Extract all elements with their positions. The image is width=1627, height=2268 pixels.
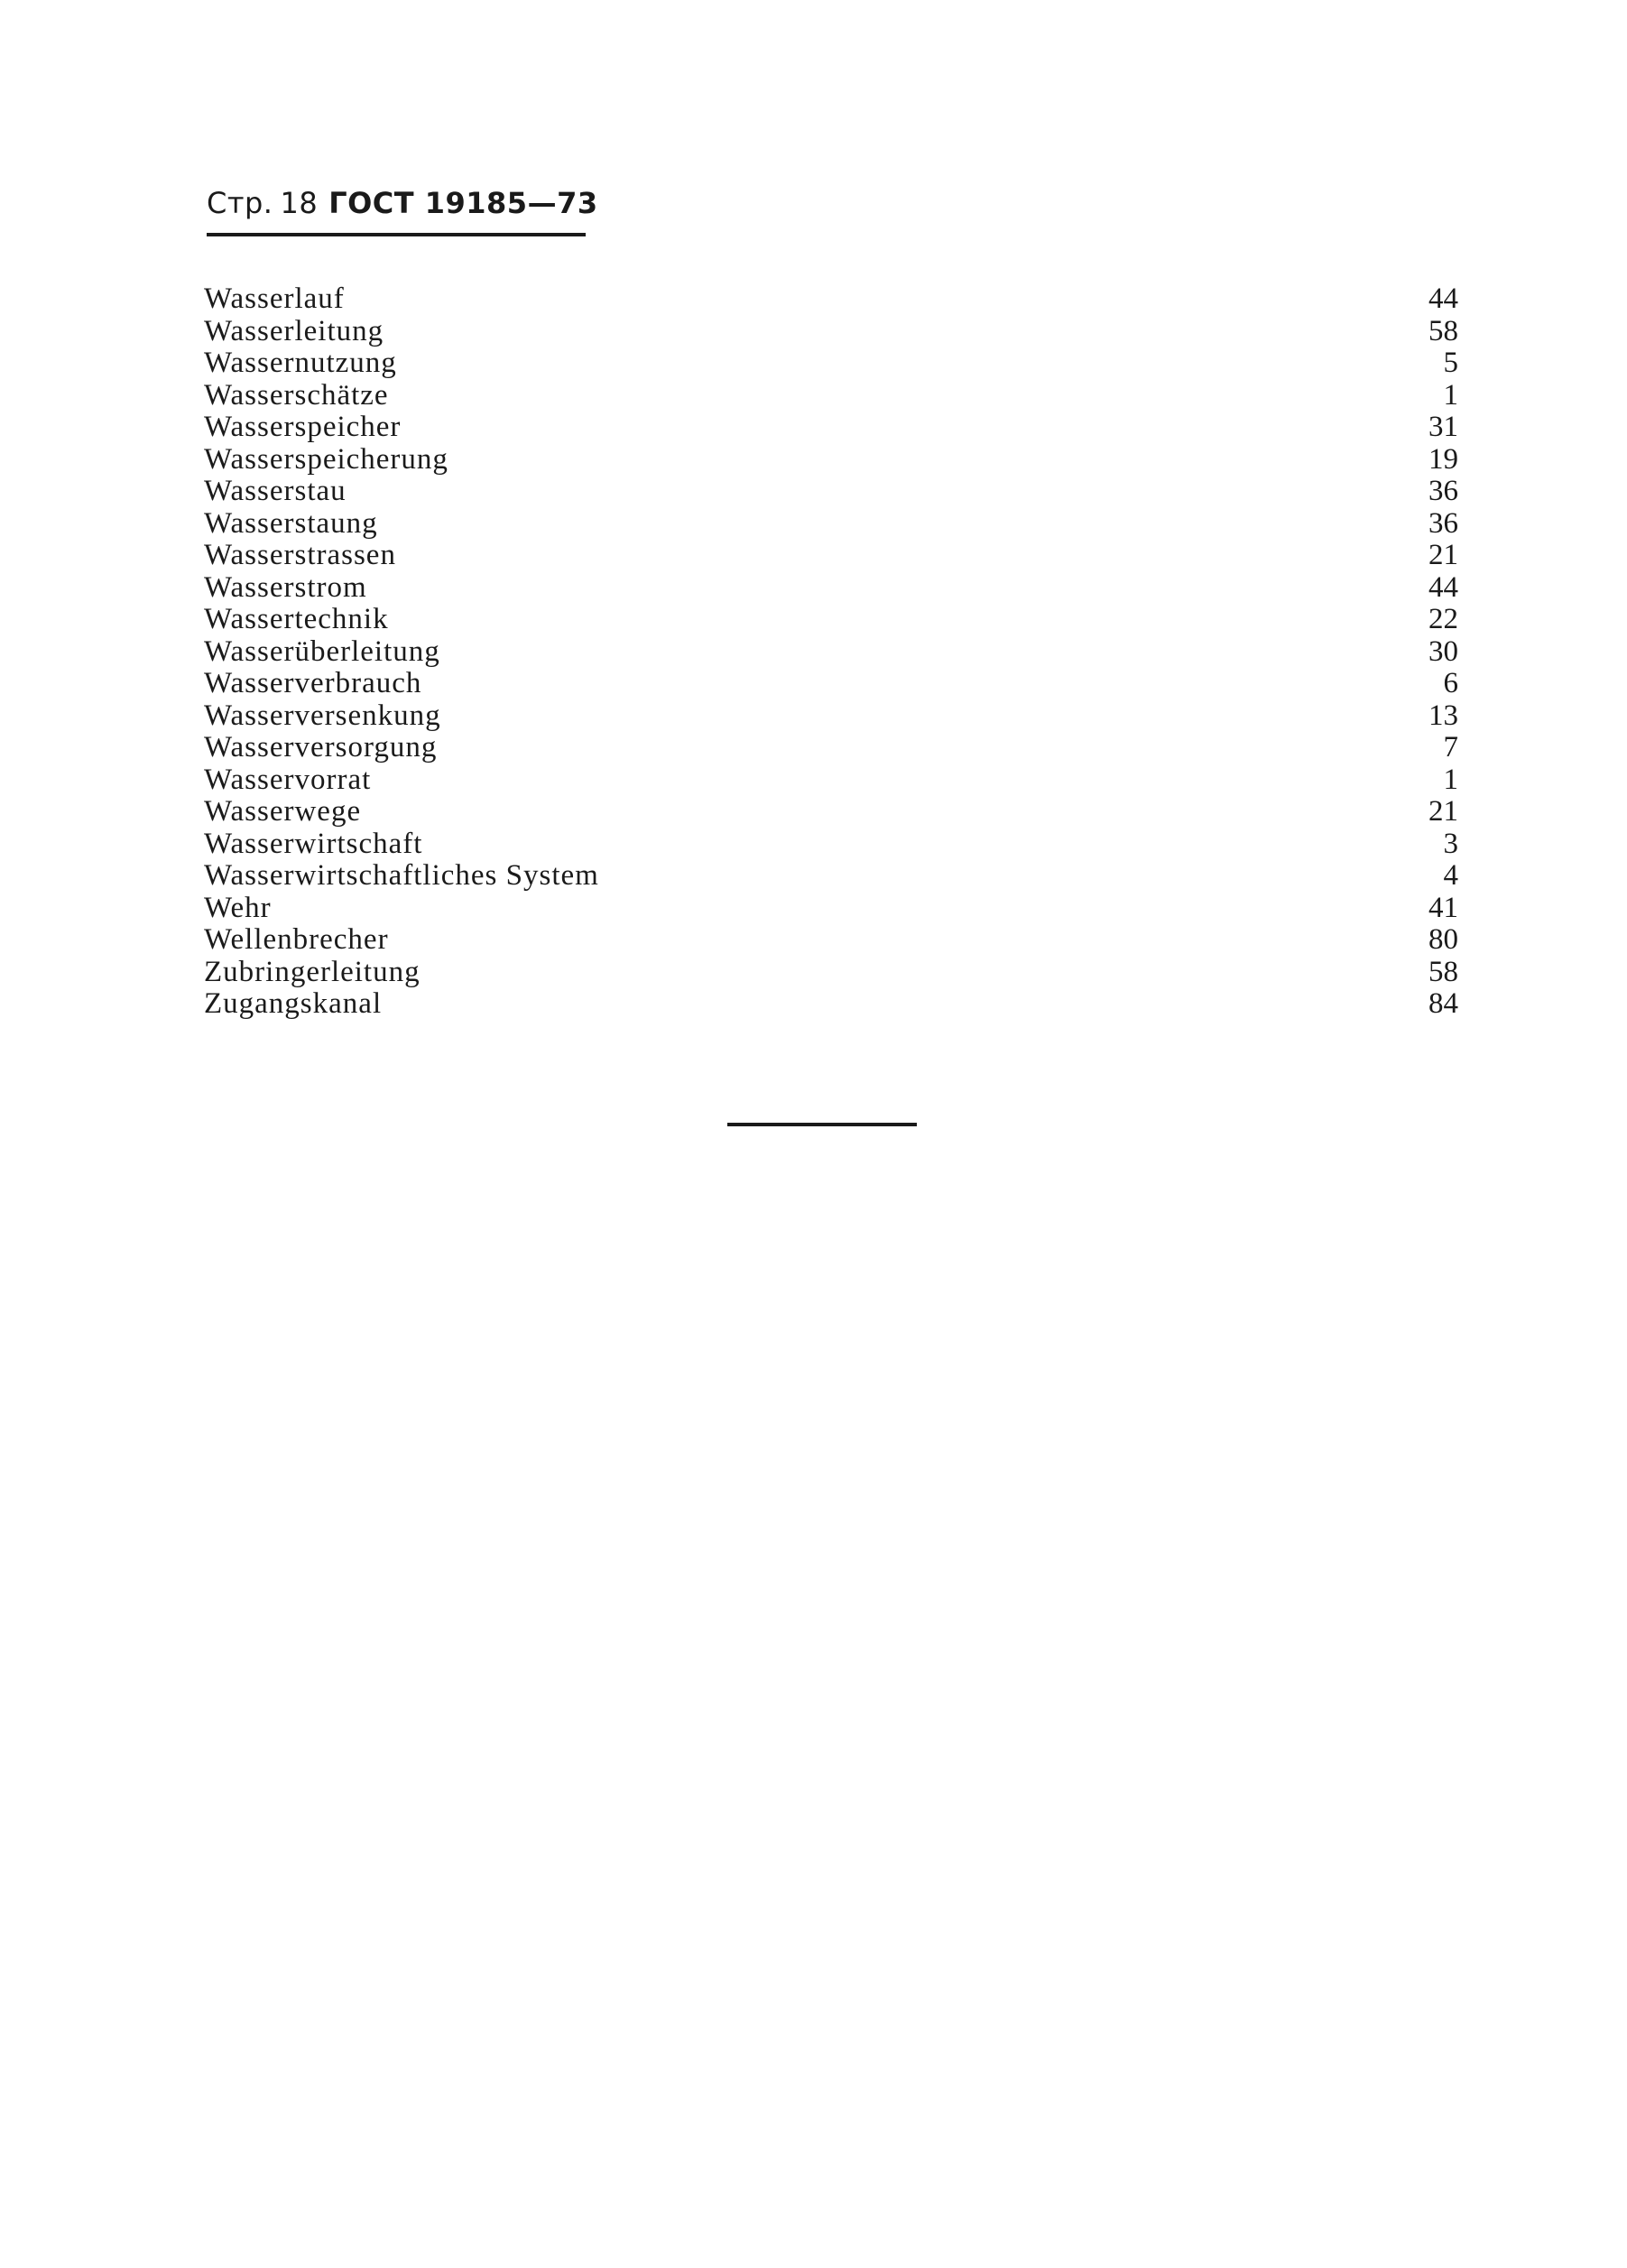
page-header (207, 186, 598, 220)
index-term: Wasserschätze (204, 378, 389, 412)
index-entry (204, 316, 1458, 348)
index-term: Zugangskanal (204, 987, 383, 1020)
index-entry (204, 508, 1458, 541)
index-entry (204, 283, 1458, 316)
index-term: Wasserspeicherung (204, 442, 448, 476)
index-term: Wasserwege (204, 795, 362, 828)
standard-designation: ГОСТ 19185—73 (328, 186, 598, 220)
index-term: Wasserlauf (204, 282, 345, 315)
index-entry (204, 893, 1458, 925)
index-ref-number: 44 (1428, 282, 1458, 315)
index-ref-number: 58 (1428, 314, 1458, 347)
index-ref-number: 36 (1428, 475, 1458, 507)
index-ref-number: 5 (1443, 347, 1458, 379)
index-entry (204, 604, 1458, 636)
index-term: Wasserstaung (204, 506, 378, 540)
index-ref-number: 1 (1443, 378, 1458, 412)
index-ref-number: 7 (1443, 731, 1458, 764)
index-entry (204, 796, 1458, 829)
index-term: Zubringerleitung (204, 955, 421, 988)
header-rule (207, 233, 586, 236)
index-term: Wassernutzung (204, 347, 397, 379)
index-entry (204, 829, 1458, 861)
index-ref-number: 21 (1428, 539, 1458, 571)
index-term: Wasserversorgung (204, 731, 438, 764)
index-ref-number: 4 (1443, 859, 1458, 892)
index-ref-number: 80 (1428, 923, 1458, 956)
page-number: 18 (280, 186, 319, 220)
index-term: Wasserüberleitung (204, 634, 440, 668)
index-term: Wassertechnik (204, 603, 389, 635)
index-entry (204, 924, 1458, 957)
index-ref-number: 21 (1428, 795, 1458, 828)
index-ref-number: 84 (1428, 987, 1458, 1020)
index-term: Wasserspeicher (204, 411, 402, 443)
index-ref-number: 41 (1428, 891, 1458, 924)
index-term: Wellenbrecher (204, 923, 389, 956)
index-entry (204, 860, 1458, 893)
index-list (204, 283, 1458, 1021)
index-ref-number: 19 (1428, 442, 1458, 476)
index-entry (204, 636, 1458, 669)
index-ref-number: 30 (1428, 634, 1458, 668)
end-rule (727, 1123, 917, 1126)
index-term: Wasserstrom (204, 570, 367, 604)
index-entry (204, 412, 1458, 444)
index-entry (204, 380, 1458, 412)
index-ref-number: 1 (1443, 763, 1458, 796)
index-entry (204, 347, 1458, 380)
index-entry (204, 444, 1458, 477)
index-term: Wasserstau (204, 475, 347, 507)
index-entry (204, 668, 1458, 700)
index-ref-number: 44 (1428, 570, 1458, 604)
index-entry (204, 572, 1458, 605)
index-ref-number: 6 (1443, 667, 1458, 699)
index-ref-number: 13 (1428, 699, 1458, 732)
index-term: Wasserwirtschaft (204, 827, 423, 860)
index-ref-number: 3 (1443, 827, 1458, 860)
index-entry (204, 988, 1458, 1021)
index-term: Wasserleitung (204, 314, 384, 347)
index-ref-number: 58 (1428, 955, 1458, 988)
index-term: Wasserverbrauch (204, 667, 422, 699)
index-ref-number: 22 (1428, 603, 1458, 635)
index-entry (204, 764, 1458, 797)
index-ref-number: 31 (1428, 411, 1458, 443)
index-entry (204, 957, 1458, 989)
index-term: Wasserversenkung (204, 699, 441, 732)
index-term: Wehr (204, 891, 272, 924)
index-term: Wasserwirtschaftliches System (204, 859, 599, 892)
page-label: Стр. (207, 186, 273, 220)
index-entry (204, 700, 1458, 733)
index-ref-number: 36 (1428, 506, 1458, 540)
index-entry (204, 476, 1458, 508)
index-term: Wasservorrat (204, 763, 372, 796)
index-entry (204, 732, 1458, 764)
index-entry (204, 540, 1458, 572)
index-term: Wasserstrassen (204, 539, 396, 571)
